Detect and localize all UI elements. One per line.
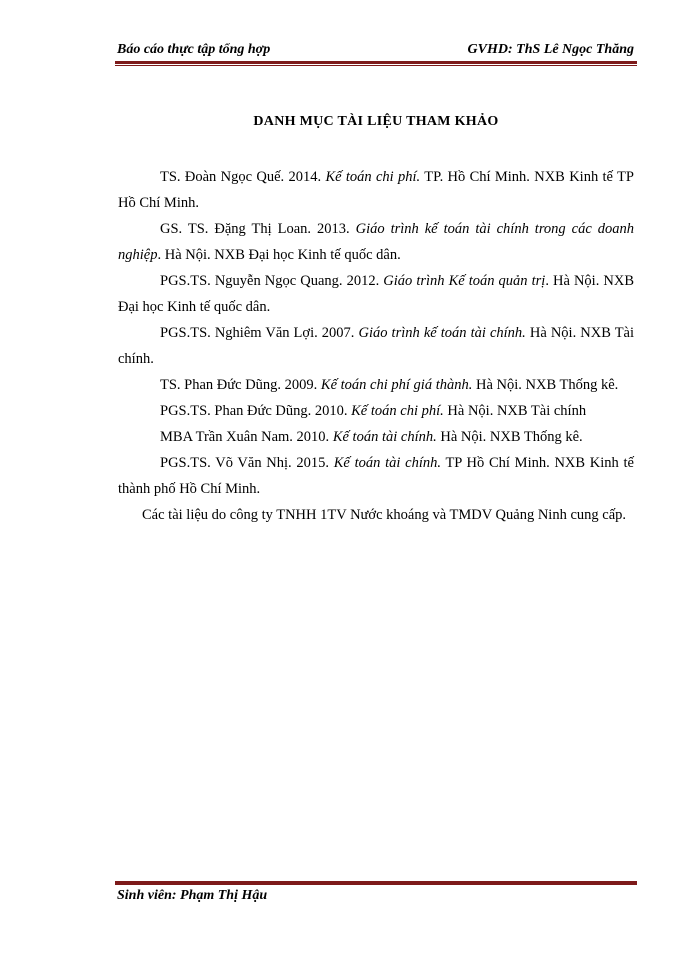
reference-item bbox=[118, 320, 634, 372]
reference-author: PGS.TS. Võ Văn Nhị. 2015. bbox=[160, 455, 334, 471]
reference-author: PGS.TS. Phan Đức Dũng. 2010. bbox=[160, 403, 352, 419]
reference-author: PGS.TS. Nguyễn Ngọc Quang. 2012. bbox=[160, 273, 384, 289]
reference-book-title: Giáo trình kế toán tài chính. bbox=[358, 325, 526, 341]
reference-book-title: Giáo trình Kế toán quản trị bbox=[383, 273, 546, 289]
footer-divider bbox=[115, 880, 637, 885]
reference-item bbox=[118, 268, 634, 320]
reference-item bbox=[118, 398, 634, 424]
reference-book-title: Kế toán tài chính. bbox=[332, 429, 437, 445]
reference-author: TS. Phan Đức Dũng. 2009. bbox=[160, 377, 321, 393]
reference-author: TS. Đoàn Ngọc Quế. 2014. bbox=[160, 169, 326, 185]
reference-publisher: Hà Nội. NXB Thống kê. bbox=[472, 377, 619, 393]
reference-publisher: . Hà Nội. NXB Đại học Kinh tế quốc dân. bbox=[118, 273, 634, 315]
reference-company-docs: Các tài liệu do công ty TNHH 1TV Nước khoáng và TMDV Quảng Ninh cung cấp. bbox=[142, 507, 627, 523]
reference-publisher: Hà Nội. NXB Thống kê. bbox=[436, 429, 583, 445]
reference-publisher: . Hà Nội. NXB Đại học Kinh tế quốc dân. bbox=[157, 247, 401, 263]
reference-item bbox=[118, 450, 634, 502]
reference-publisher: Hà Nội. NXB Tài chính. bbox=[118, 325, 635, 367]
reference-publisher: TP. Hồ Chí Minh. NXB Kinh tế TP Hồ Chí Minh. bbox=[118, 169, 634, 211]
reference-book-title: Kế toán chi phí. bbox=[325, 169, 421, 185]
header-divider bbox=[115, 61, 637, 66]
page-title: DANH MỤC TÀI LIỆU THAM KHẢO bbox=[253, 114, 499, 129]
reference-publisher: TP Hồ Chí Minh. NXB Kinh tế thành phố Hồ Chí Minh. bbox=[118, 455, 634, 497]
reference-book-title: Kế toán tài chính. bbox=[333, 455, 441, 471]
reference-item bbox=[118, 372, 634, 398]
reference-author: GS. TS. Đặng Thị Loan. 2013. bbox=[160, 221, 356, 237]
reference-list bbox=[118, 164, 634, 528]
reference-item bbox=[118, 502, 634, 528]
reference-item bbox=[118, 216, 634, 268]
header-report-title: Báo cáo thực tập tổng hợp bbox=[117, 42, 271, 57]
reference-book-title: Kế toán chi phí. bbox=[351, 403, 444, 419]
header-supervisor: GVHD: ThS Lê Ngọc Thăng bbox=[467, 42, 634, 57]
reference-author: MBA Trần Xuân Nam. 2010. bbox=[160, 429, 333, 445]
reference-author: PGS.TS. Nghiêm Văn Lợi. 2007. bbox=[160, 325, 359, 341]
reference-book-title: Kế toán chi phí giá thành. bbox=[320, 377, 473, 393]
reference-item bbox=[118, 164, 634, 216]
reference-publisher: Hà Nội. NXB Tài chính bbox=[443, 403, 587, 419]
footer-student-name: Sinh viên: Phạm Thị Hậu bbox=[117, 888, 268, 903]
page-header bbox=[117, 42, 634, 58]
reference-item bbox=[118, 424, 634, 450]
reference-book-title: Giáo trình kế toán tài chính trong các doanh nghiệp bbox=[118, 221, 634, 263]
